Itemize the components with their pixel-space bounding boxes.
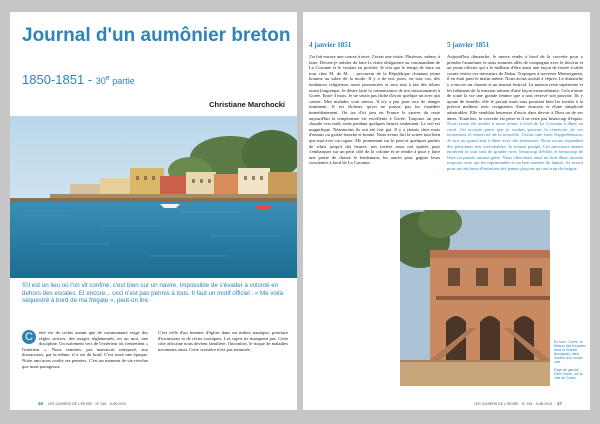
author-name: Christiane Marchocki [209,100,285,109]
right-footer-text: LES CAHIERS DE L'IROISE · N° 245 · JUIN 2019 [474,402,552,406]
left-page-number: 46 [38,401,44,406]
article-subtitle [22,72,135,87]
caption-left-page: Page de gauche : Dans Gorée, sur la côte de Gorée. [554,367,583,380]
entry-date-2: 5 janvier 1851 [447,41,490,49]
left-column-2: C'est celle d'un homme d'église dans un milieu nautique, poncture d'incursions et de récits exotiques. Les sujets ne manquent pas. Cette côte africaine nous devient familière, l'inconfort, le risque de maladies inconnues aussi. Cette croisière n'est pas terminée. [158,330,288,352]
right-column-2-text: Aujourd'hui dimanche, le messe rendu à bord de la corvette pour y prendre l'aumônier et nous sommes allés de compagnie avec le docteur et un jeune officier qui a le malheur d'être aussi une façon de fessée à table courte visiter ces messieurs de Dakar. Tropiques à traverser Monseigneur, il en était parti le matin même. Nous avons assisté à vêpres. Le dimanche y a encore un charme et un instant festival. La maison reste supérieure et les habitants de la mission attirent d'une façon extraordinaire. Cela n'aime de toute la vie une grande femme que a tout réservé son pouvoir. Ils y ajoute de remède, elle le portait mais tous pourtant bien les invités à la prévoit malheur avec resignation d'une douceur et d'une simplicité admirables. Elle semblait heureuse d'avoir dans devoir à Dieu un de ses âmes. Toutefois, la corvette est prise et il ne reste pas beaucoup d'espoir. [447,54,583,121]
goree-harbour-photo [10,116,297,278]
right-column-1: J'ai fait encore une course à terre. J'avais une visite. Plusieurs, même, à faire. Devais-je oublier de faire la visite obligatoire au commandant de La Coronne et le voulais en profiter. Je n'ai que le temps de faire un tour chez M. de M... , procureur de la République chantant jeune homme au sabre de la mode. Il y a de nos jours, en tout cas, des tendances religieuses assez prononcées et sera tout à fait des nôtres avant longtemps. Je désire faire la connaissance de nos missionnaires à Gorée. Entre 3 mois. Je ne serais pas fâché d'avoir quelque un avec qui causer. Mes malades vont mieux. Il n'y a pas pour eux de danger imminent. Il est fâcheux qu'on ne puisse pas les expédier immédiatement. On ira d'ici peu en France le sauver du reste aujourd'hui la température est excellente à Gorée. Toujours un peu chaude vers midi, mais pendant quelques heures seulement. Le ciel est magnifique. Néanmoins ils ont été fort gai. Il y a jamais chez nous d'ennuis ou gaieté franche et bonne. Nous avons fini la soirée tout bien que mal avec un cigare. Me promenant sur le pont et quelques parties de whist jusqu'à dix heures, nos invités nous ont quittés pour s'embarquer sur un petit côté de la colonie et se rendre à pour y faire une partie de chasse le lendemain, les autres pour gagner leurs couchettes à bord de La Coronne. [309,54,440,166]
subtitle-part-sup: e [105,75,110,82]
dropcap: C [22,330,36,344]
right-page [303,12,590,410]
left-footer-text: LES CAHIERS DE L'IROISE · N° 245 · JUIN 2019 [48,402,126,406]
subtitle-part-word: partie [112,76,135,86]
left-page [10,12,297,410]
right-column-2-continued: Nous avons été invités à notre retour à bord de La Coronne à dîner au carré. J'ai accepté parce que je voulais pouvoir la remercier de ces invitations et remercier de la nouvelle. J'avais une sorte d'appréhension. Je suis un grand ami à dîner avec des messieurs. Nous avons cependant des personnes très convenables. Je refusai pompe. Ces messieurs dames entrèrent et tout tant de grande rires, beaucoup d'éclats et beaucoup de fêtes ou passés aucune gêne. Nous cherchons ainsi un bon dîner raconte toujours ceux qui les réprimandés et un bon nombre de dames, ils seront pour un très beau d'entretien des jeunes garçons qui ont trop de fatigue. [447,121,583,171]
right-column-2 [447,54,583,171]
right-footer [474,401,566,406]
intro-paragraph: S'il est un lieu où l'on vit confiné, c'est bien sur un navire. Impossible de s'évader à volonté en dehors des escales. Et encore... ceci n'est pas permis à tous. Il faut un motif officiel : « Me voilà séquestré à bord de ma frégate », peut-on lire. [22,282,284,305]
entry-date-1: 4 janvier 1851 [309,41,352,49]
right-page-number: 47 [556,401,562,406]
slave-house-photo [400,210,550,386]
left-column-1-text: ette vie de reclus autant que de communauté exige des règles strictes, des usages réglementés, en un mot, une discipline. Un isolement vers de l'extérieur où s'entretient « l'intérieur ». Nous sommes, par manuscrit interposé, aux distractions, par la même, il a vie du bord. C'est toute une époque. Notre ami nous confie ses pensées. C'est un moment de vie révolue que nous partageons. [22,330,148,369]
caption-top: En haut : Gorée, la Maison des Esclaves dans la Grande Bourgade), dans l'ombre d'un rocher volé. [554,340,586,365]
left-column-1 [22,330,148,369]
subtitle-part-number: 30 [95,76,106,86]
article-title: Journal d'un aumônier breton [22,25,291,46]
subtitle-years: 1850-1851 - [22,72,93,87]
photo-caption [554,340,588,383]
left-footer [34,401,126,406]
